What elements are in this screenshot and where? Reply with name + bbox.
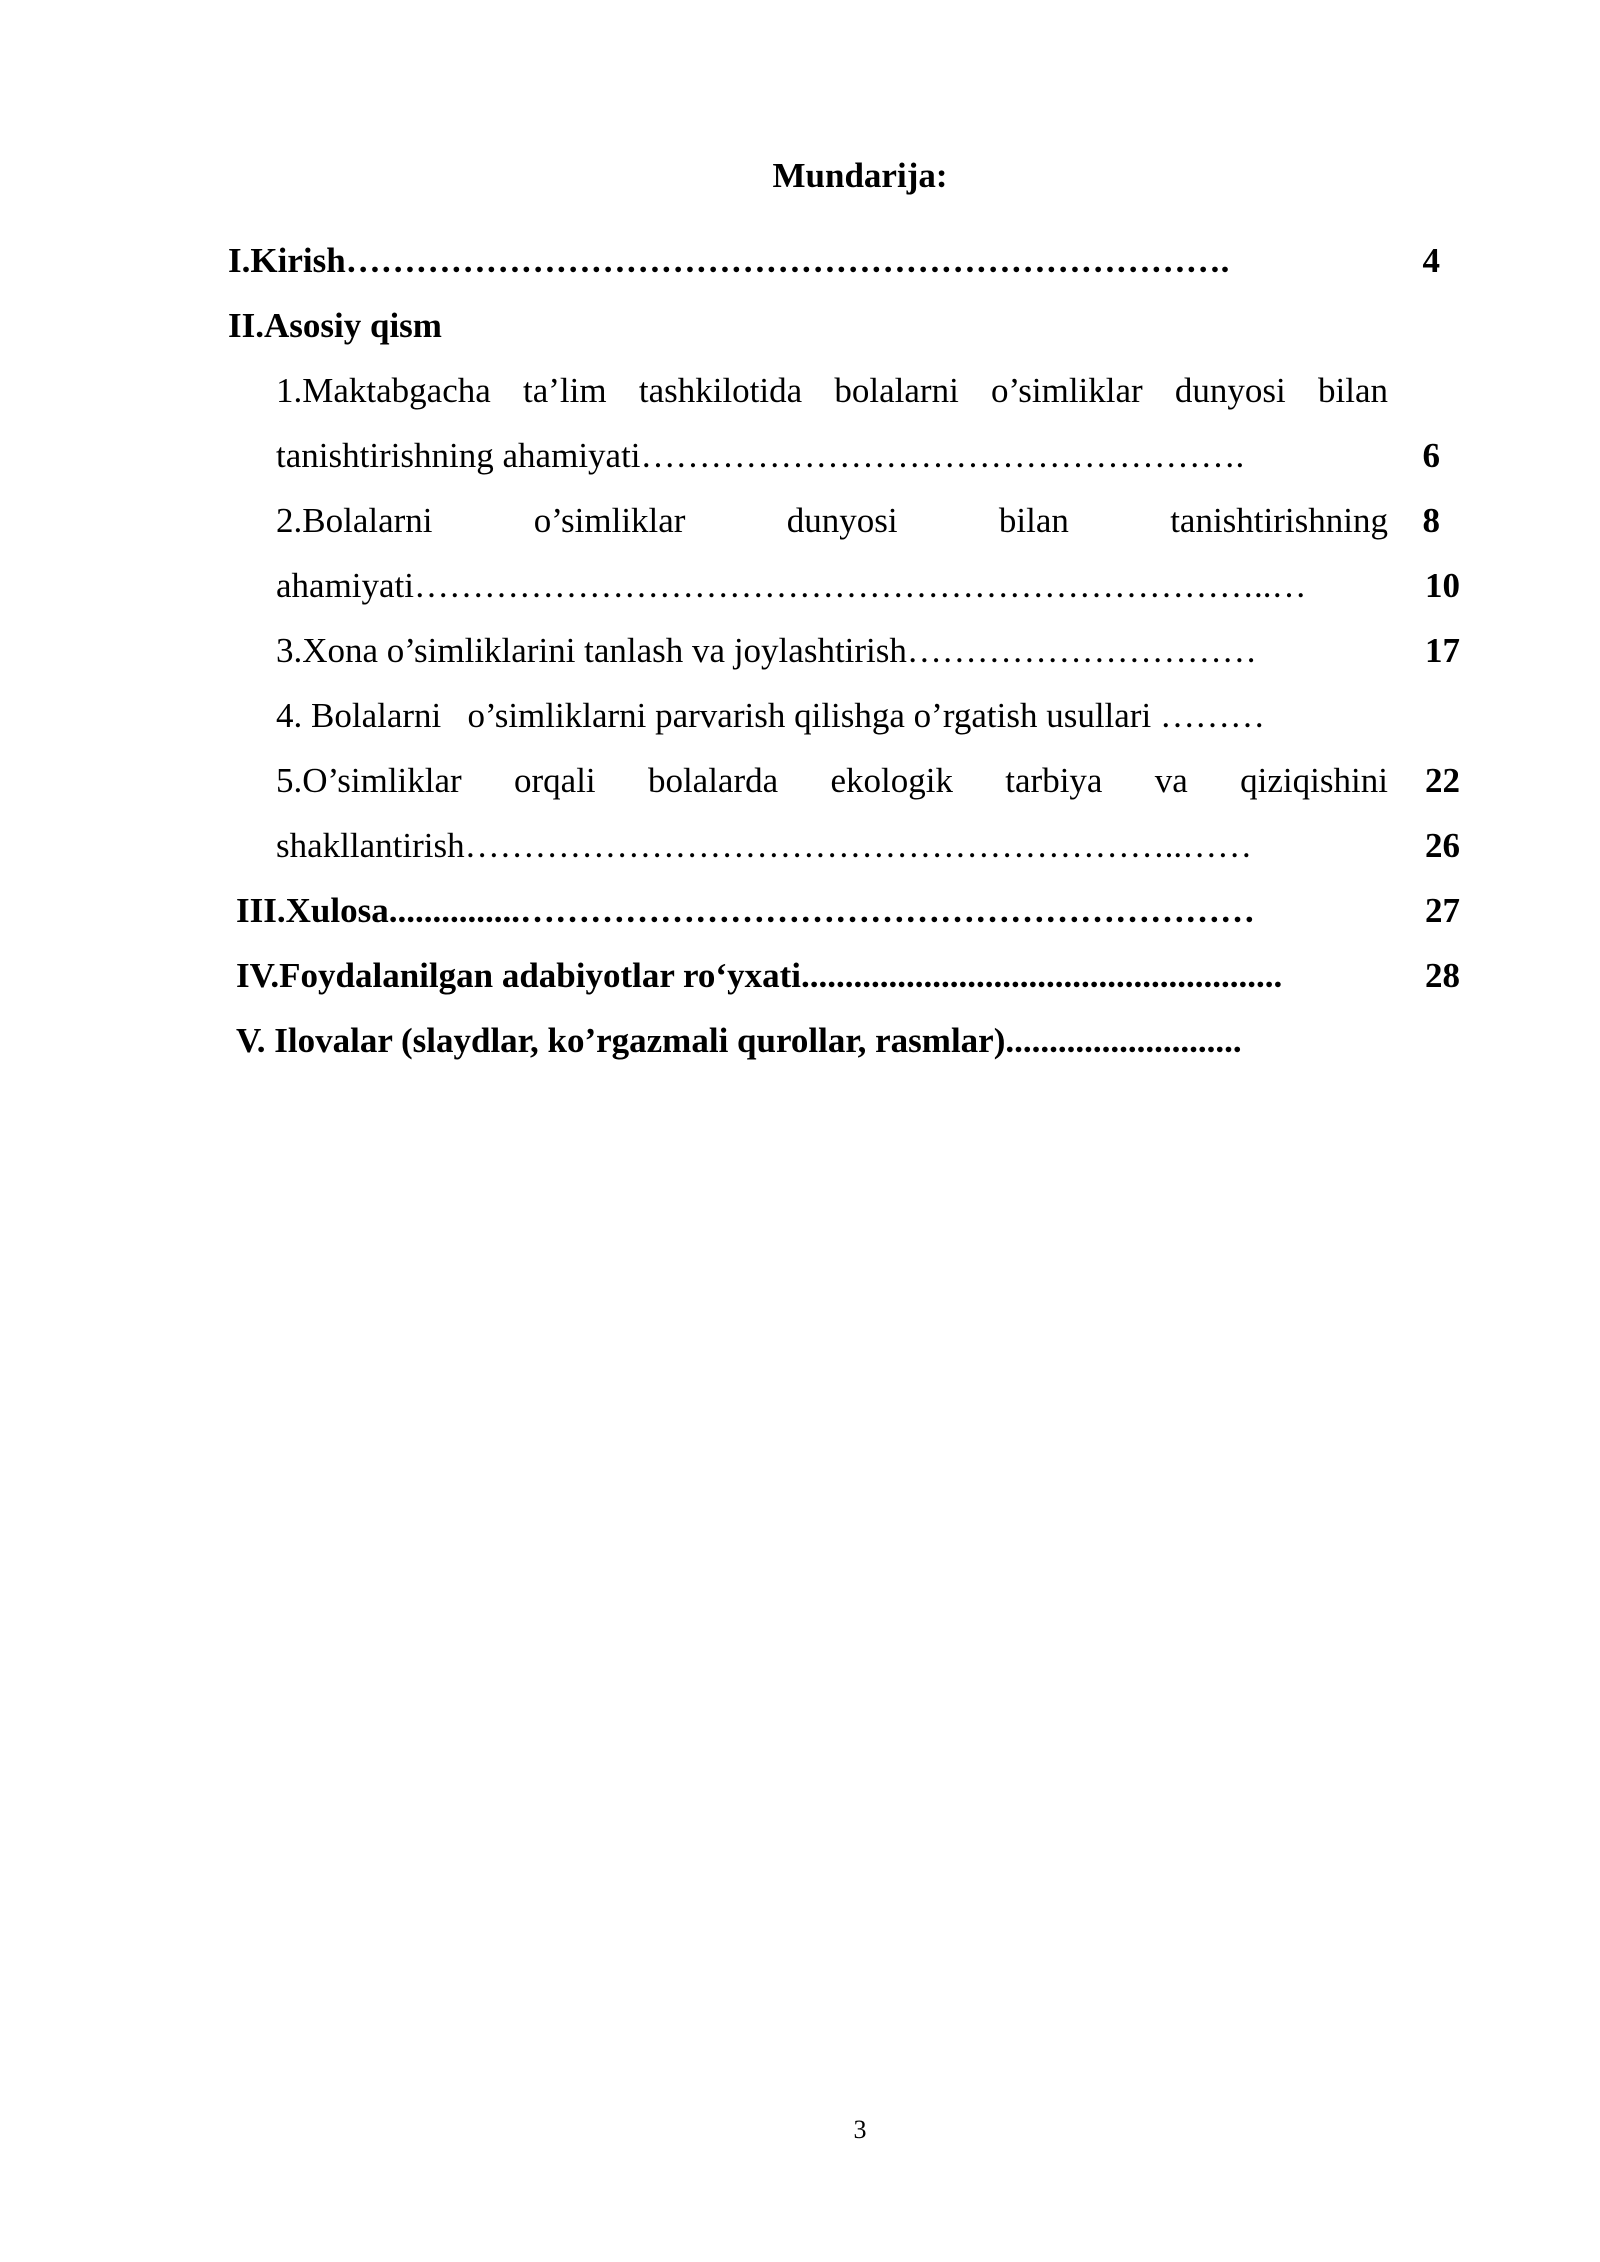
- toc-page-item3: 17: [1425, 631, 1460, 670]
- toc-word: ta’lim: [523, 371, 607, 410]
- toc-word: 5.O’simliklar: [276, 761, 462, 800]
- toc-entry-item1-line1: [276, 367, 1388, 415]
- toc-word: orqali: [514, 761, 596, 800]
- toc-word: 1.Maktabgacha: [276, 371, 491, 410]
- toc-page-item5-a: 22: [1425, 761, 1460, 800]
- toc-entry-item2-line2: ahamiyati………………………………………………………………..…: [276, 566, 1307, 605]
- toc-word: o’simliklar: [991, 371, 1143, 410]
- toc-word: qiziqishini: [1240, 761, 1388, 800]
- toc-entry-item4: 4. Bolalarni o’simliklarni parvarish qilishga o’rgatish usullari ………: [276, 696, 1265, 735]
- toc-word: dunyosi: [786, 501, 898, 540]
- toc-word: ekologik: [830, 761, 953, 800]
- toc-entry-adabiyotlar: IV.Foydalanilgan adabiyotlar ro‘yxati.......................................................: [236, 956, 1283, 995]
- toc-page-item2-a: 8: [1422, 501, 1440, 540]
- toc-entry-ilovalar: V. Ilovalar (slaydlar, ko’rgazmali qurollar, rasmlar)...........................: [236, 1021, 1242, 1060]
- page-number: 3: [853, 2115, 867, 2144]
- toc-entry-item3: 3.Xona o’simliklarini tanlash va joylashtirish…………………………: [276, 631, 1257, 670]
- toc-word: o’simliklar: [533, 501, 686, 540]
- toc-word: tashkilotida: [638, 371, 803, 410]
- toc-entry-item5-line2: shakllantirish……………………………………………………..……: [276, 826, 1253, 865]
- toc-page-xulosa: 27: [1425, 891, 1460, 930]
- toc-word: bilan: [1318, 371, 1388, 410]
- toc-page-adabiyotlar: 28: [1425, 956, 1460, 995]
- toc-entry-item2-line1: [276, 497, 1388, 545]
- toc-word: va: [1154, 761, 1188, 800]
- toc-word: tanishtirishning: [1170, 501, 1388, 540]
- toc-page-kirish: 4: [1422, 241, 1440, 280]
- toc-word: bilan: [998, 501, 1069, 540]
- toc-title: Mundarija:: [772, 156, 948, 195]
- toc-word: dunyosi: [1174, 371, 1286, 410]
- toc-word: bolalarni: [834, 371, 959, 410]
- toc-word: tarbiya: [1005, 761, 1103, 800]
- toc-entry-asosiy: II.Asosiy qism: [228, 306, 442, 345]
- toc-entry-xulosa: III.Xulosa...............………………………………………………………: [236, 891, 1255, 930]
- toc-entry-item1-line2: tanishtirishning ahamiyati…………………………………………….: [276, 436, 1245, 475]
- toc-word: bolalarda: [647, 761, 779, 800]
- toc-page-item5-b: 26: [1425, 826, 1460, 865]
- toc-entry-kirish: I.Kirish………………………………………………………………….: [228, 241, 1230, 280]
- toc-page-item1: 6: [1422, 436, 1440, 475]
- toc-entry-item5-line1: [276, 757, 1388, 805]
- toc-page-item2-b: 10: [1425, 566, 1460, 605]
- toc-word: 2.Bolalarni: [276, 501, 433, 540]
